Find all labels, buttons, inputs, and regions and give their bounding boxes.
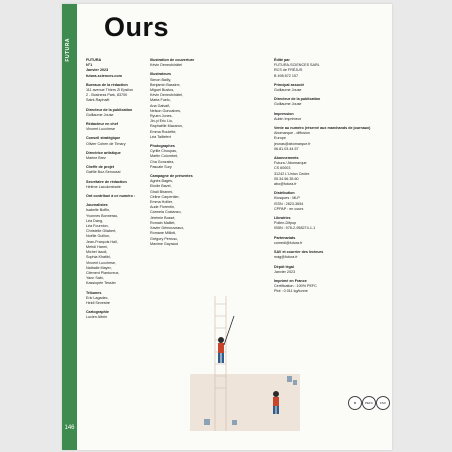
- credit-line: Aude Florentin,: [150, 205, 176, 210]
- credit-line: Maxime Gayraud: [150, 241, 179, 246]
- credit-line: Isabelle Boffin,: [86, 208, 111, 213]
- credit-block: [274, 156, 374, 187]
- credit-line: Kassiopée Tessier: [86, 281, 116, 286]
- fsc-icon: FSC: [376, 396, 390, 410]
- credit-line: Janvier 2023: [274, 269, 296, 274]
- credit-line: Raphaëlle Macaron,: [150, 124, 184, 129]
- credit-line: mag@futura.fr: [274, 255, 298, 260]
- credit-heading: Cheffe de projet: [86, 165, 115, 170]
- credit-line: Xavier Démouveaux,: [150, 226, 185, 231]
- credit-line: Elodie Bavel,: [150, 184, 172, 189]
- credit-block: [86, 136, 146, 146]
- credit-line: Heidi Sevestre: [86, 300, 110, 305]
- credit-line: Kévin Deneufchâtel,: [150, 93, 184, 98]
- magazine-page: [62, 4, 392, 450]
- credit-line: Gaëlle Boz-Senoussi: [86, 170, 121, 175]
- credit-heading: Librairies: [274, 216, 291, 221]
- credit-heading: Illustrateurs: [150, 72, 172, 77]
- credit-line: ISSN : 2823-3654: [274, 201, 304, 206]
- credit-line: Jin-yi Eric Liu,: [150, 119, 173, 124]
- credit-line: Olivier Cohen de Timary: [86, 141, 126, 146]
- magazine-label: FUTURA: [65, 38, 71, 62]
- credit-line: Romain Maillet,: [150, 220, 176, 225]
- credit-line: Benjamin Bassine,: [150, 82, 181, 87]
- credit-heading: Bureaux de la rédaction: [86, 82, 128, 87]
- credit-line: Vincent Lucchese,: [86, 260, 117, 265]
- credit-block: [86, 58, 146, 79]
- credit-line: Europe: [274, 136, 286, 141]
- pefc-icon: PEFC: [362, 396, 376, 410]
- credit-heading: Illustration de couverture: [150, 58, 195, 62]
- credit-line: Certification : 100% PEFC: [274, 284, 317, 289]
- credit-block: [274, 83, 374, 93]
- credit-block: [86, 203, 146, 286]
- credit-heading: Édité par: [274, 58, 290, 62]
- credit-line: jeunas@abomarque.fr: [274, 141, 311, 146]
- credit-line: Noëlle Guillon,: [86, 234, 110, 239]
- credit-line: Ptot : 0.011 kg/tonne: [274, 289, 308, 294]
- credit-line: Hélène Lacolombarie: [86, 184, 121, 189]
- credit-line: Cha Gonzalez,: [150, 159, 175, 164]
- credit-line: RCS de FRÉJUS: [274, 68, 303, 73]
- credit-block: [86, 122, 146, 132]
- credit-line: Saint-Raphaël: [86, 98, 110, 103]
- credit-heading: Rédacteur en chef: [86, 122, 118, 127]
- credit-block: [86, 291, 146, 307]
- illustration-painters: [190, 296, 300, 431]
- credit-line: CS 60003: [274, 166, 291, 171]
- credits-column-left: [86, 58, 146, 325]
- credit-line: Léa Dang,: [86, 218, 104, 223]
- credit-line: Léa Taillefert: [150, 134, 171, 139]
- credit-line: 06.81.03.44.57: [274, 146, 299, 151]
- credit-heading: Partenariats: [274, 235, 296, 240]
- credit-line: Abomarque - diffusion: [274, 131, 311, 136]
- credit-line: Emma Hollier,: [150, 200, 173, 205]
- credit-line: Cyrille Choupas,: [150, 149, 178, 154]
- credit-heading: Cartographie: [86, 310, 109, 315]
- credit-block: [274, 279, 374, 295]
- credit-block: [86, 310, 146, 320]
- credit-block: [274, 58, 374, 79]
- credit-line: ISBN : 978-2-958274-1-1: [274, 226, 316, 231]
- credit-line: Ghali Bhanmi,: [150, 189, 174, 194]
- credit-block: [274, 126, 374, 152]
- credit-heading: SAV et courrier des lecteurs: [274, 250, 324, 255]
- credit-block: [274, 250, 374, 260]
- credit-line: Pascale Sury: [150, 164, 172, 169]
- credit-heading: Journalistes: [86, 203, 108, 208]
- credit-line: Clément Plantureux,: [86, 270, 120, 275]
- credit-line: Romane Millioti,: [150, 231, 177, 236]
- credit-line: Nathalie Mayer,: [86, 265, 112, 270]
- credit-heading: Secrétaire de rédaction: [86, 179, 127, 184]
- credit-line: Grégory Perrusc,: [150, 236, 179, 241]
- credit-heading: Imprimé en France: [274, 278, 307, 283]
- credit-line: Lucien Albrin: [86, 315, 108, 320]
- credit-block: [150, 174, 216, 247]
- credit-line: Vincent Lucchese: [86, 127, 116, 132]
- credit-line: 31242 L'Union Cedex: [274, 171, 310, 176]
- credit-heading: Distribution: [274, 191, 295, 196]
- credit-block: [150, 58, 216, 68]
- credit-line: futura-sciences.com: [86, 73, 122, 78]
- credit-line: Céline Carpentier,: [150, 194, 180, 199]
- credit-line: 2 - Business Park, 83700: [86, 93, 128, 98]
- credits-column-right: [274, 58, 374, 299]
- credit-block: [150, 72, 216, 140]
- credit-block: [274, 112, 374, 122]
- credit-line: Jérémie Bossé,: [150, 215, 176, 220]
- credit-line: Yvonnes Bonnerau,: [86, 213, 119, 218]
- credit-heading: Directeur de la publication: [274, 97, 321, 102]
- credit-block: [274, 191, 374, 212]
- credit-line: Sophia Khatibi,: [86, 255, 111, 260]
- credit-block: [86, 165, 146, 175]
- page-number: 146: [64, 425, 75, 431]
- credit-heading: Vente au numéro (réservé aux marchands de journaux): [274, 126, 371, 131]
- credit-line: Emma Roulette,: [150, 129, 177, 134]
- credit-line: Jean-François Hall,: [86, 239, 118, 244]
- credit-heading: Impression: [274, 111, 294, 116]
- credit-heading: Tribunes: [86, 290, 102, 295]
- credit-line: Nelson Goncalves,: [150, 108, 181, 113]
- credit-line: FUTURA: [86, 58, 102, 62]
- credit-line: CPPAP : en cours: [274, 206, 304, 211]
- credit-heading: Photographes: [150, 144, 175, 149]
- credit-line: Guillaume Jouse: [86, 112, 114, 117]
- credit-line: FUTURA-SCIENCES SARL: [274, 63, 320, 68]
- credit-line: Futura / Abomarque: [274, 161, 307, 166]
- credit-line: Carmela Costanzo,: [150, 210, 182, 215]
- credit-line: Miguel Bustos,: [150, 88, 175, 93]
- credit-line: Christelle Gilabert,: [86, 229, 117, 234]
- credit-line: Kévin Deneufchâtel: [150, 63, 182, 68]
- credit-line: Aubin Imprimeur: [274, 116, 302, 121]
- credit-line: Agnès Bagès,: [150, 179, 173, 184]
- credit-heading: Dépôt légal: [274, 264, 294, 269]
- credit-line: 05.34.56.35.60: [274, 176, 299, 181]
- side-strip: [62, 4, 77, 450]
- page-title: Ours: [104, 12, 170, 42]
- credit-heading: Abonnements: [274, 156, 299, 161]
- credit-line: Guillaume Jouse: [274, 88, 302, 93]
- credit-block: [86, 180, 146, 190]
- credit-line: Ryuen Jones,: [150, 114, 173, 119]
- credit-line: Michel Isaoli,: [86, 250, 108, 255]
- credit-line: Marine Brez: [86, 156, 106, 161]
- credit-line: Mehdi Harmi,: [86, 244, 108, 249]
- credit-line: Pollen-Difpop: [274, 221, 297, 226]
- credit-heading: Directrice artistique: [86, 150, 121, 155]
- credit-block: [86, 83, 146, 104]
- credit-line: Martin Colombet,: [150, 154, 179, 159]
- credit-line: Yann Sabi,: [86, 276, 104, 281]
- credit-line: abo@futura.fr: [274, 182, 297, 187]
- credit-heading: Ont contribué à ce numéro :: [86, 194, 136, 199]
- credit-block: [274, 265, 374, 275]
- credit-block: [274, 216, 374, 232]
- credit-block: [150, 144, 216, 170]
- credit-line: Simon Bailly,: [150, 77, 172, 82]
- credit-line: Marta Fuelo,: [150, 98, 171, 103]
- credit-block: [86, 108, 146, 118]
- credit-line: Ana Galvañ,: [150, 103, 171, 108]
- credit-line: comedi@futura.fr: [274, 240, 303, 245]
- credit-line: N°1: [86, 63, 93, 68]
- credit-heading: Principal associé: [274, 82, 305, 87]
- credit-heading: Conseil stratégique: [86, 136, 121, 141]
- credit-line: Kiosques : MLP: [274, 196, 300, 201]
- triman-icon: ♻: [348, 396, 362, 410]
- credit-heading: Campagne de présentes: [150, 174, 193, 179]
- credit-heading: Directeur de la publication: [86, 107, 133, 112]
- credits-column-middle: [150, 58, 216, 251]
- credit-block: [274, 97, 374, 107]
- credit-block: [86, 151, 146, 161]
- credit-block: [274, 236, 374, 246]
- credit-line: Léa Fournion,: [86, 224, 109, 229]
- credit-line: Eric Lagadec,: [86, 295, 109, 300]
- credit-line: Janvier 2023: [86, 68, 109, 73]
- credit-line: 111 avenue Thiers Zi Epsilon: [86, 88, 134, 93]
- credit-line: B 498 872 157: [274, 73, 298, 78]
- credit-line: Guillaume Jouse: [274, 102, 302, 107]
